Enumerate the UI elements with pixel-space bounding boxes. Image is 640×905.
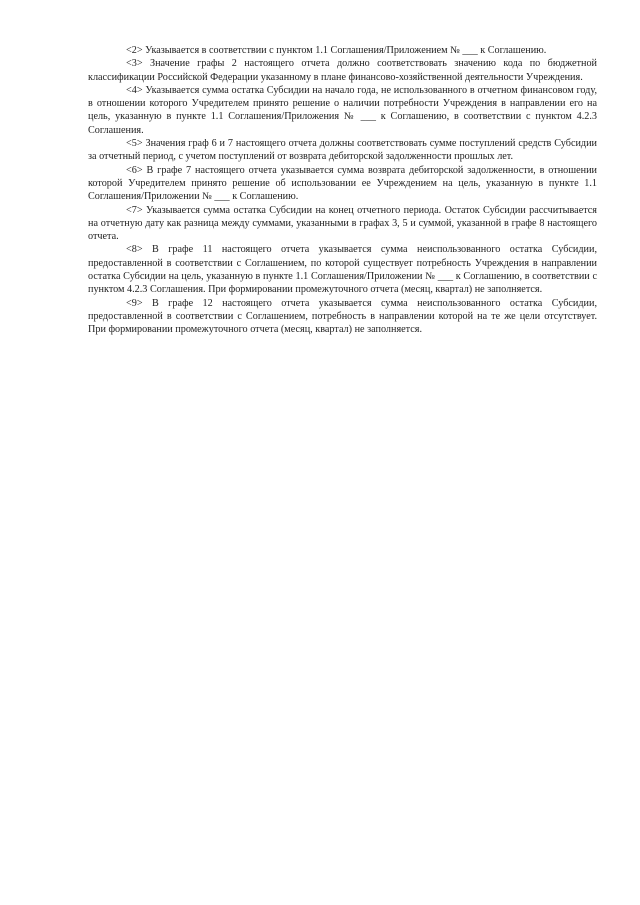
- footnotes-block: [88, 44, 597, 337]
- footnote-5: <5> Значения граф 6 и 7 настоящего отчета должны соответствовать сумме поступлений средств Субсидии за отчетный период, с учетом поступлений от возврата дебиторской задолженности прошлых лет.: [88, 138, 597, 163]
- footnote-7: <7> Указывается сумма остатка Субсидии на конец отчетного периода. Остаток Субсидии рассчитывается на отчетную дату как разница между суммами, указанными в графах 3, 5 и суммой, указанной в графе 8 настоящего отчета.: [88, 204, 597, 243]
- footnote-8: <8> В графе 11 настоящего отчета указывается сумма неиспользованного остатка Субсидии, предоставленной в соответствии с Соглашением, по которой существует потребность Учреждения в направлении остатка Субсидии на цель, указанную в пункте 1.1 Соглашения/Приложении № ___ к Соглашению, в соответствии с пунктом 4.2.3 Соглашения. При формировании промежуточного отчета (месяц, квартал) не заполняется.: [88, 244, 597, 296]
- footnote-4: <4> Указывается сумма остатка Субсидии на начало года, не использованного в отчетном финансовом году, в отношении которого Учредителем принято решение о наличии потребности Учреждения в направлении его на цель, указанную в пункте 1.1 Соглашения/Приложения № ___ к Соглашению, в соответствии с пунктом 4.2.3 Соглашения.: [88, 84, 597, 136]
- footnote-2: <2> Указывается в соответствии с пунктом 1.1 Соглашения/Приложением № ___ к Соглашению.: [126, 45, 547, 56]
- footnote-3: <3> Значение графы 2 настоящего отчета должно соответствовать значению кода по бюджетной классификации Российской Федерации указанному в плане финансово-хозяйственной деятельности Учреждения.: [88, 58, 597, 83]
- footnote-6: <6> В графе 7 настоящего отчета указывается сумма возврата дебиторской задолженности, в отношении которой Учредителем принято решение об использовании ее Учреждением на цель, указанную в пункте 1.1 Соглашения/Приложении № ___ к Соглашению.: [88, 164, 597, 203]
- footnote-9: <9> В графе 12 настоящего отчета указывается сумма неиспользованного остатка Субсидии, предоставленной в соответствии с Соглашением, потребность в направлении которой на те же цели отсутствует. При формировании промежуточного отчета (месяц, квартал) не заполняется.: [88, 297, 597, 336]
